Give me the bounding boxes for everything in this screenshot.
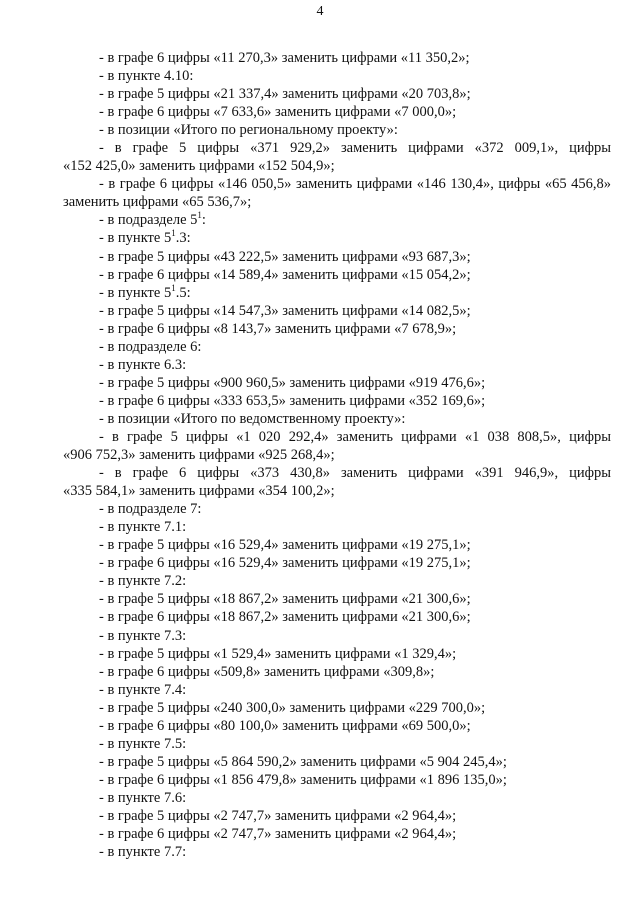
line-text: - в графе 6 цифры «18 867,2» заменить цифрами «21 300,6»;	[99, 609, 471, 626]
document-body	[63, 49, 611, 861]
text-line	[63, 807, 611, 825]
text-line	[63, 211, 611, 229]
text-line	[63, 374, 611, 392]
text-line	[63, 717, 611, 735]
line-text: - в пункте 7.7:	[99, 844, 187, 861]
line-text: - в пункте 7.1:	[99, 519, 187, 536]
line-text: - в графе 6 цифры «2 747,7» заменить цифрами «2 964,4»;	[99, 826, 457, 843]
text-line	[63, 157, 611, 175]
text-line	[63, 608, 611, 626]
text-line	[63, 753, 611, 771]
text-line	[63, 139, 611, 157]
text-line	[63, 302, 611, 320]
text-line	[63, 85, 611, 103]
text-line	[63, 572, 611, 590]
line-text: заменить цифрами «65 536,7»;	[63, 194, 252, 211]
line-text: - в подразделе 5	[99, 212, 198, 229]
text-line	[63, 735, 611, 753]
text-line	[63, 428, 611, 446]
text-line	[63, 482, 611, 500]
line-text: - в подразделе 6:	[99, 338, 202, 355]
text-line	[63, 284, 611, 302]
line-text: - в пункте 7.3:	[99, 627, 187, 644]
line-text: - в графе 6 цифры «509,8» заменить цифрами «309,8»;	[99, 663, 435, 680]
text-line	[63, 392, 611, 410]
text-line	[63, 356, 611, 374]
line-text: - в графе 5 цифры «2 747,7» заменить цифрами «2 964,4»;	[99, 807, 457, 824]
line-text: - в пункте 5	[99, 230, 172, 247]
text-line	[63, 536, 611, 554]
superscript: 1	[171, 228, 176, 239]
text-line	[63, 248, 611, 266]
line-text: - в пункте 4.10:	[99, 68, 194, 85]
line-text: - в графе 6 цифры «1 856 479,8» заменить цифрами «1 896 135,0»;	[99, 771, 507, 788]
text-line	[63, 67, 611, 85]
line-text: - в графе 6 цифры «16 529,4» заменить цифрами «19 275,1»;	[99, 555, 471, 572]
superscript: 1	[171, 282, 176, 293]
line-text: - в пункте 5	[99, 284, 172, 301]
text-line	[63, 590, 611, 608]
line-text: - в графе 5 цифры «5 864 590,2» заменить цифрами «5 904 245,4»;	[99, 753, 507, 770]
line-text: - в графе 6 цифры «8 143,7» заменить цифрами «7 678,9»;	[99, 320, 457, 337]
line-text: - в графе 6 цифры «7 633,6» заменить цифрами «7 000,0»;	[99, 104, 457, 121]
line-text: - в пункте 7.2:	[99, 573, 187, 590]
text-line	[63, 193, 611, 211]
text-line	[63, 663, 611, 681]
text-line	[63, 121, 611, 139]
text-line	[63, 320, 611, 338]
line-text: - в графе 5 цифры «18 867,2» заменить цифрами «21 300,6»;	[99, 591, 471, 608]
line-text: - в графе 5 цифры «21 337,4» заменить цифрами «20 703,8»;	[99, 86, 471, 103]
text-line	[63, 266, 611, 284]
text-line	[63, 681, 611, 699]
line-suffix: .5:	[175, 284, 191, 301]
text-line	[63, 699, 611, 717]
text-line	[63, 789, 611, 807]
line-text: - в графе 6 цифры «80 100,0» заменить цифрами «69 500,0»;	[99, 717, 471, 734]
line-text: - в графе 5 цифры «14 547,3» заменить цифрами «14 082,5»;	[99, 302, 471, 319]
text-line	[63, 103, 611, 121]
line-text: - в графе 5 цифры «43 222,5» заменить цифрами «93 687,3»;	[99, 248, 471, 265]
line-text: «152 425,0» заменить цифрами «152 504,9»;	[63, 158, 335, 175]
text-line	[63, 410, 611, 428]
text-line	[63, 500, 611, 518]
line-text: - в подразделе 7:	[99, 501, 202, 518]
line-text: - в графе 6 цифры «11 270,3» заменить цифрами «11 350,2»;	[99, 50, 470, 66]
line-text: - в позиции «Итого по ведомственному проекту»:	[99, 410, 406, 427]
line-text: - в графе 6 цифры «333 653,5» заменить цифрами «352 169,6»;	[99, 392, 486, 409]
text-line	[63, 229, 611, 247]
line-text: «335 584,1» заменить цифрами «354 100,2»;	[63, 483, 335, 500]
text-line	[63, 464, 611, 482]
text-line	[63, 518, 611, 536]
superscript: 1	[197, 210, 202, 221]
text-line	[63, 338, 611, 356]
text-line	[63, 825, 611, 843]
line-suffix: .3:	[175, 230, 191, 247]
text-line	[63, 627, 611, 645]
page-number: 4	[316, 4, 324, 19]
text-line	[63, 771, 611, 789]
line-text: - в пункте 6.3:	[99, 356, 187, 373]
line-text: - в пункте 7.6:	[99, 789, 187, 806]
line-text: - в графе 5 цифры «16 529,4» заменить цифрами «19 275,1»;	[99, 537, 471, 554]
line-text: - в графе 5 цифры «1 020 292,4» заменить цифрами «1 038 808,5», цифры	[99, 428, 611, 445]
line-text: - в пункте 7.4:	[99, 681, 187, 698]
line-text: - в графе 6 цифры «373 430,8» заменить цифрами «391 946,9», цифры	[99, 465, 611, 482]
line-text: - в графе 6 цифры «146 050,5» заменить цифрами «146 130,4», цифры «65 456,8»	[99, 176, 611, 193]
line-text: - в графе 6 цифры «14 589,4» заменить цифрами «15 054,2»;	[99, 266, 471, 283]
text-line	[63, 645, 611, 663]
line-text: - в позиции «Итого по региональному проекту»:	[99, 122, 398, 139]
line-text: - в графе 5 цифры «1 529,4» заменить цифрами «1 329,4»;	[99, 645, 457, 662]
text-line	[63, 554, 611, 572]
line-text: «906 752,3» заменить цифрами «925 268,4»;	[63, 447, 335, 464]
line-text: - в графе 5 цифры «240 300,0» заменить цифрами «229 700,0»;	[99, 699, 486, 716]
text-line	[63, 175, 611, 193]
line-text: - в графе 5 цифры «371 929,2» заменить цифрами «372 009,1», цифры	[99, 140, 611, 157]
line-text: - в пункте 7.5:	[99, 735, 187, 752]
line-text: - в графе 5 цифры «900 960,5» заменить цифрами «919 476,6»;	[99, 374, 486, 391]
line-suffix: :	[201, 212, 206, 229]
text-line	[63, 446, 611, 464]
text-line	[63, 49, 611, 67]
text-line	[63, 843, 611, 861]
